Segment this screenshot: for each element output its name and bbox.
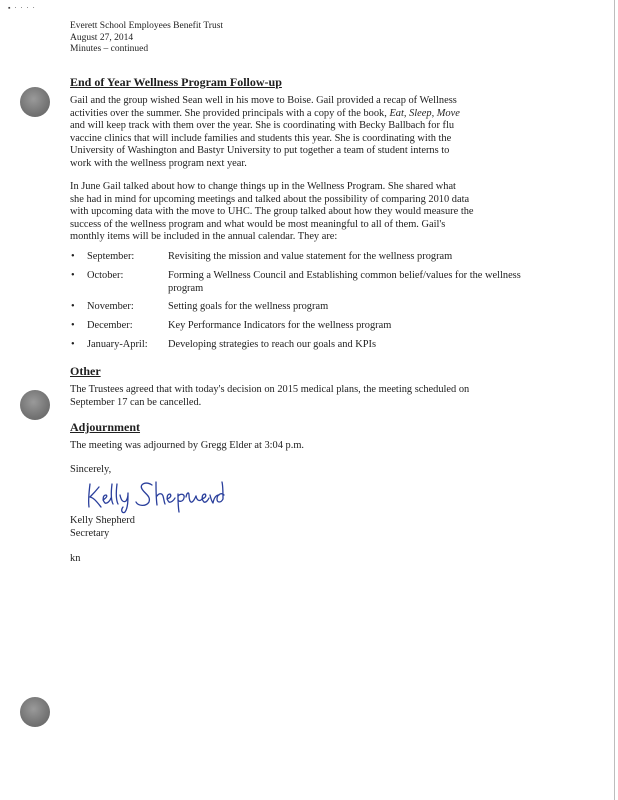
other-line: September 17 can be cancelled. (70, 396, 202, 408)
para1-line (70, 108, 540, 121)
other-line: The Trustees agreed that with today's decision on 2015 medical plans, the meeting scheduled on (70, 384, 470, 395)
adjournment-section-title: Adjournment (70, 420, 141, 434)
book-title: Eat, Sleep, Move (389, 107, 460, 119)
scan-corner-mark: ▪ · · · · (8, 4, 36, 12)
list-item-month: November: (87, 301, 134, 312)
signature-image (86, 478, 226, 514)
adjournment-paragraph (70, 440, 540, 453)
other-section-title: Other (70, 364, 101, 378)
adjournment-line: The meeting was adjourned by Gregg Elder at 3:04 p.m. (70, 440, 305, 451)
bullet-dot: • (71, 301, 75, 312)
page-edge-line (614, 0, 615, 800)
para1-line: and will keep track with them over the year. She is coordinating with Becky Ballbach for flu (70, 120, 455, 132)
list-item-month: January-April: (87, 339, 148, 350)
para2-line: In June Gail talked about how to change things up in the Wellness Program. She shared what (70, 181, 456, 192)
list-item-desc: Setting goals for the wellness program (168, 301, 329, 312)
para2-line: monthly items will be included in the annual calendar. They are: (70, 231, 338, 243)
para1-line: work with the wellness program next year. (70, 157, 247, 169)
bullet-dot: • (71, 270, 75, 281)
monthly-items-list (70, 251, 550, 358)
list-item-desc: Forming a Wellness Council and Establishing common belief/values for the wellness program (168, 270, 521, 294)
para2-line: success of the wellness program and what would be most meaningful to all of them. Gail's (70, 218, 446, 230)
document-header (70, 21, 223, 56)
punch-hole-middle (20, 390, 50, 420)
list-item (70, 251, 550, 270)
list-item (70, 270, 550, 301)
list-item (70, 301, 550, 320)
header-date: August 27, 2014 (70, 32, 134, 43)
other-paragraph (70, 384, 540, 409)
para1-line: University of Washington and Bastyr University to put together a team of student interns to (70, 145, 450, 157)
bullet-dot: • (71, 251, 75, 262)
para2-line: with upcoming data with the move to UHC. The group talked about how they would measure the (70, 206, 474, 218)
wellness-section-title: End of Year Wellness Program Follow-up (70, 75, 282, 89)
list-item-desc: Key Performance Indicators for the wellness program (168, 320, 392, 331)
para1-line-text: activities over the summer. She provided principals with a copy of the book, (70, 107, 387, 119)
wellness-paragraph-2 (70, 181, 540, 244)
signer-name: Kelly Shepherd (70, 515, 135, 526)
bullet-dot: • (71, 320, 75, 331)
para1-line: vaccine clinics that will include families and students this year. She is coordinating with the (70, 132, 452, 144)
closing: Sincerely, (70, 464, 112, 475)
list-item-month: September: (87, 251, 135, 262)
header-org: Everett School Employees Benefit Trust (70, 21, 224, 31)
wellness-paragraph-1 (70, 95, 540, 171)
list-item-desc: Developing strategies to reach our goals and KPIs (168, 339, 377, 350)
signer-title: Secretary (70, 527, 110, 539)
bullet-dot: • (71, 339, 75, 350)
handwritten-signature (86, 478, 226, 519)
list-item (70, 339, 550, 358)
para2-line: she had in mind for upcoming meetings and talked about the possibility of comparing 2010 data (70, 193, 470, 205)
punch-hole-bottom (20, 697, 50, 727)
punch-hole-top (20, 87, 50, 117)
header-minutes: Minutes – continued (70, 44, 149, 54)
list-item-desc: Revisiting the mission and value statement for the wellness program (168, 251, 453, 262)
list-item (70, 320, 550, 339)
signer-block (70, 515, 135, 540)
list-item-month: December: (87, 320, 133, 331)
typist-initials: kn (70, 553, 81, 564)
para1-line: Gail and the group wished Sean well in his move to Boise. Gail provided a recap of Wellness (70, 95, 457, 106)
list-item-month: October: (87, 270, 124, 281)
